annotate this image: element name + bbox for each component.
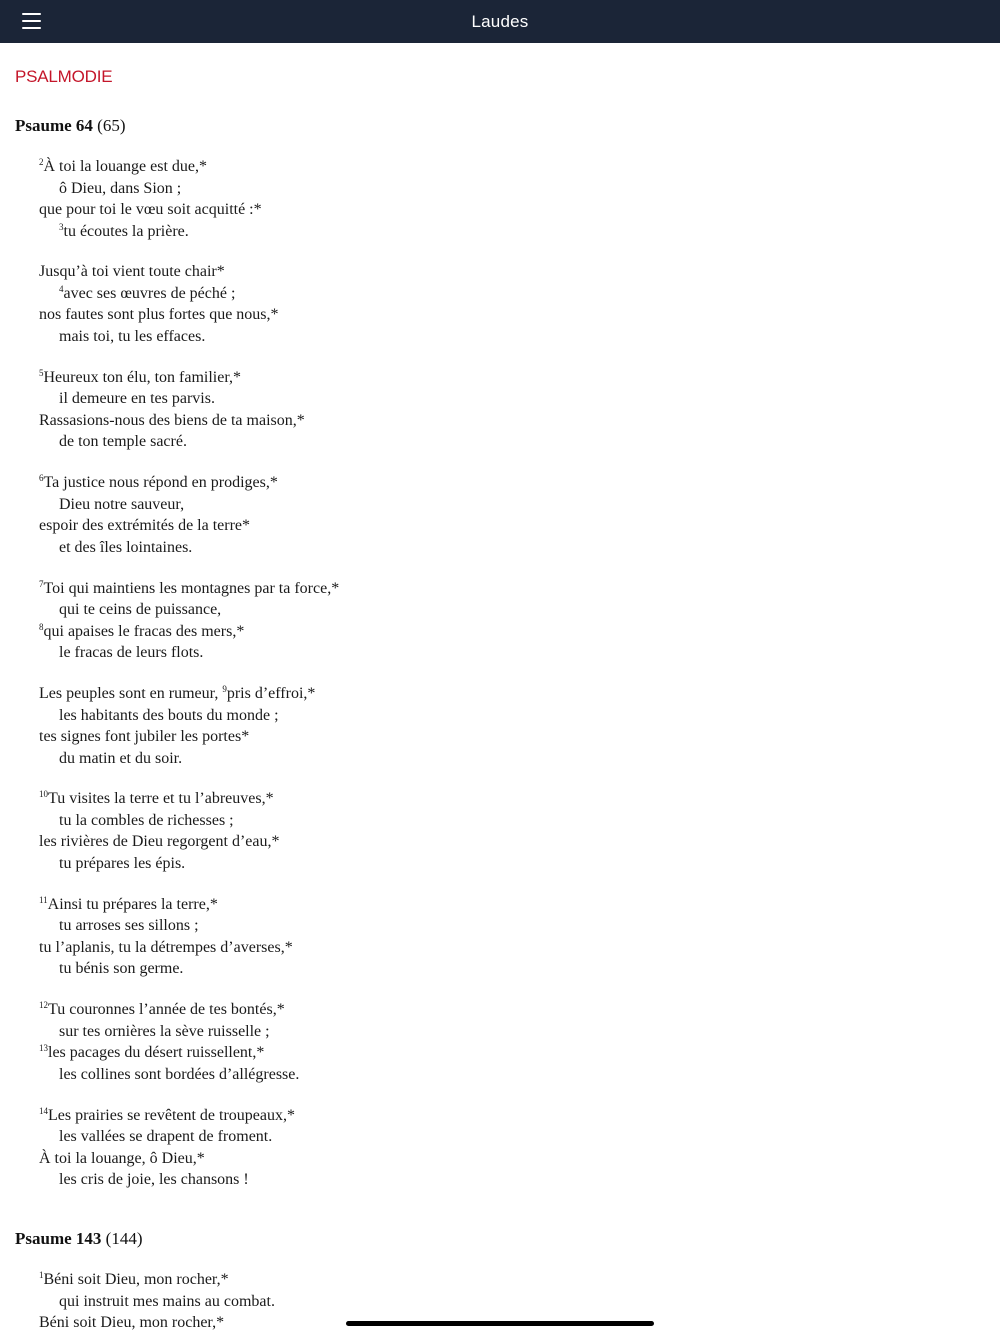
stanza bbox=[39, 1269, 275, 1334]
psalm-number-alt: (144) bbox=[101, 1229, 143, 1248]
verse-number: 2 bbox=[39, 157, 44, 167]
verse-line bbox=[39, 937, 293, 959]
stanza bbox=[39, 367, 305, 453]
verse-text: Tu visites la terre et tu l’abreuves,* bbox=[48, 790, 274, 808]
verse-text: ô Dieu, dans Sion ; bbox=[59, 179, 182, 197]
home-indicator[interactable] bbox=[346, 1321, 654, 1326]
psalm-title bbox=[15, 116, 126, 136]
verse-text: les collines sont bordées d’allégresse. bbox=[59, 1065, 300, 1083]
verse-line bbox=[39, 915, 293, 937]
verse-number: 4 bbox=[59, 283, 64, 294]
verse-text: du matin et du soir. bbox=[59, 749, 183, 767]
verse-text: les pacages du désert ruissellent,* bbox=[48, 1044, 265, 1062]
psalm-number-alt: (65) bbox=[92, 116, 126, 135]
verse-line bbox=[39, 431, 305, 453]
stanza bbox=[39, 683, 315, 769]
verse-line bbox=[39, 283, 279, 305]
verse-text: Ainsi tu prépares la terre,* bbox=[47, 895, 218, 913]
verse-line bbox=[39, 1064, 299, 1086]
stanza bbox=[39, 999, 299, 1085]
verse-line bbox=[39, 326, 279, 348]
verse-text: tu bénis son germe. bbox=[59, 960, 184, 978]
verse-line bbox=[39, 1269, 275, 1291]
verse-text: les rivières de Dieu regorgent d’eau,* bbox=[39, 833, 280, 851]
stanza bbox=[39, 578, 339, 664]
verse-number: 1 bbox=[39, 1270, 44, 1280]
verse-text: sur tes ornières la sève ruisselle ; bbox=[59, 1022, 270, 1040]
stanza bbox=[39, 472, 278, 558]
verse-line bbox=[39, 1312, 275, 1334]
verse-text: les cris de joie, les chansons ! bbox=[59, 1171, 249, 1189]
verse-text: À toi la louange, ô Dieu,* bbox=[39, 1149, 205, 1167]
verse-line bbox=[39, 199, 262, 221]
verse-line bbox=[39, 178, 262, 200]
verse-number: 13 bbox=[39, 1043, 48, 1054]
verse-line bbox=[39, 156, 262, 178]
verse-line bbox=[39, 1126, 295, 1148]
verse-line bbox=[39, 515, 278, 537]
verse-line bbox=[39, 1169, 295, 1191]
verse-line bbox=[39, 726, 315, 748]
verse-text: tu l’aplanis, tu la détrempes d’averses,* bbox=[39, 938, 293, 956]
verse-line bbox=[39, 1042, 299, 1064]
section-label-psalmodie: PSALMODIE bbox=[15, 67, 113, 86]
verse-text: espoir des extrémités de la terre* bbox=[39, 517, 251, 535]
psalm-number: Psaume 143 bbox=[15, 1229, 102, 1248]
verse-text: tu la combles de richesses ; bbox=[59, 811, 234, 829]
verse-text: mais toi, tu les effaces. bbox=[59, 327, 206, 345]
stanza bbox=[39, 156, 262, 242]
verse-number: 3 bbox=[59, 221, 64, 232]
verse-text: de ton temple sacré. bbox=[59, 433, 187, 451]
verse-line bbox=[39, 999, 299, 1021]
verse-line bbox=[39, 958, 293, 980]
hamburger-menu-icon[interactable] bbox=[22, 13, 41, 29]
stanza bbox=[39, 261, 279, 347]
stanza bbox=[39, 788, 280, 874]
verse-text: tes signes font jubiler les portes* bbox=[39, 728, 250, 745]
verse-line bbox=[39, 578, 339, 600]
verse-line bbox=[39, 642, 339, 664]
verse-line bbox=[39, 683, 315, 705]
verse-line bbox=[39, 388, 305, 410]
verse-text: Jusqu’à toi vient toute chair* bbox=[39, 263, 225, 281]
verse-text: pris d’effroi,* bbox=[226, 685, 316, 702]
verse-text: Heureux ton élu, ton familier,* bbox=[43, 368, 242, 386]
page-title: Laudes bbox=[471, 11, 529, 31]
verse-text: qui te ceins de puissance, bbox=[59, 601, 222, 619]
verse-number: 14 bbox=[39, 1105, 48, 1116]
stanza bbox=[39, 1105, 295, 1191]
verse-line bbox=[39, 621, 339, 643]
verse-text: qui apaises le fracas des mers,* bbox=[43, 622, 245, 640]
verse-text: il demeure en tes parvis. bbox=[59, 390, 215, 408]
verse-text: Les prairies se revêtent de troupeaux,* bbox=[48, 1106, 296, 1124]
verse-text: nos fautes sont plus fortes que nous,* bbox=[39, 306, 279, 324]
verse-text: qui instruit mes mains au combat. bbox=[59, 1292, 275, 1310]
verse-line bbox=[39, 853, 280, 875]
verse-text: Dieu notre sauveur, bbox=[59, 495, 185, 513]
verse-text: Béni soit Dieu, mon rocher,* bbox=[39, 1314, 225, 1331]
verse-number: 8 bbox=[39, 621, 44, 632]
verse-text: Béni soit Dieu, mon rocher,* bbox=[43, 1271, 229, 1288]
psalm-title bbox=[15, 1229, 143, 1249]
verse-line bbox=[39, 705, 315, 727]
verse-text: tu arroses ses sillons ; bbox=[59, 917, 199, 935]
verse-text: les habitants des bouts du monde ; bbox=[59, 706, 279, 724]
verse-number: 6 bbox=[39, 473, 44, 484]
verse-text: avec ses œuvres de péché ; bbox=[63, 284, 236, 302]
verse-line bbox=[39, 1148, 295, 1170]
verse-text: et des îles lointaines. bbox=[59, 538, 193, 556]
verse-line bbox=[39, 261, 279, 283]
verse-line bbox=[39, 472, 278, 494]
verse-line bbox=[39, 221, 262, 243]
verse-line bbox=[39, 1291, 275, 1313]
verse-number: 5 bbox=[39, 367, 44, 378]
verse-number: 9 bbox=[222, 684, 227, 694]
verse-text: Tu couronnes l’année de tes bontés,* bbox=[48, 1001, 285, 1019]
verse-text: tu écoutes la prière. bbox=[63, 222, 189, 240]
verse-text: tu prépares les épis. bbox=[59, 854, 186, 872]
verse-text: Les peuples sont en rumeur, bbox=[39, 685, 223, 702]
verse-text: Toi qui maintiens les montagnes par ta force,* bbox=[43, 579, 340, 597]
verse-line bbox=[39, 599, 339, 621]
verse-number: 10 bbox=[39, 789, 48, 800]
verse-text: les vallées se drapent de froment. bbox=[59, 1128, 273, 1146]
verse-line bbox=[39, 367, 305, 389]
verse-text: Ta justice nous répond en prodiges,* bbox=[43, 474, 278, 492]
verse-text: À toi la louange est due,* bbox=[43, 158, 208, 175]
office-content[interactable] bbox=[0, 43, 1000, 1334]
top-navigation-bar bbox=[0, 0, 1000, 43]
verse-line bbox=[39, 1105, 295, 1127]
verse-line bbox=[39, 410, 305, 432]
psalm-number: Psaume 64 bbox=[15, 116, 93, 135]
verse-line bbox=[39, 537, 278, 559]
verse-text: le fracas de leurs flots. bbox=[59, 644, 204, 662]
verse-line bbox=[39, 810, 280, 832]
verse-line bbox=[39, 1021, 299, 1043]
verse-text: Rassasions-nous des biens de ta maison,* bbox=[39, 411, 305, 429]
verse-line bbox=[39, 304, 279, 326]
verse-line bbox=[39, 494, 278, 516]
verse-number: 12 bbox=[39, 1000, 48, 1011]
verse-line bbox=[39, 788, 280, 810]
verse-text: que pour toi le vœu soit acquitté :* bbox=[39, 201, 262, 218]
verse-line bbox=[39, 894, 293, 916]
stanza bbox=[39, 894, 293, 980]
verse-number: 11 bbox=[39, 894, 48, 905]
verse-line bbox=[39, 831, 280, 853]
verse-number: 7 bbox=[39, 578, 44, 589]
verse-line bbox=[39, 748, 315, 770]
